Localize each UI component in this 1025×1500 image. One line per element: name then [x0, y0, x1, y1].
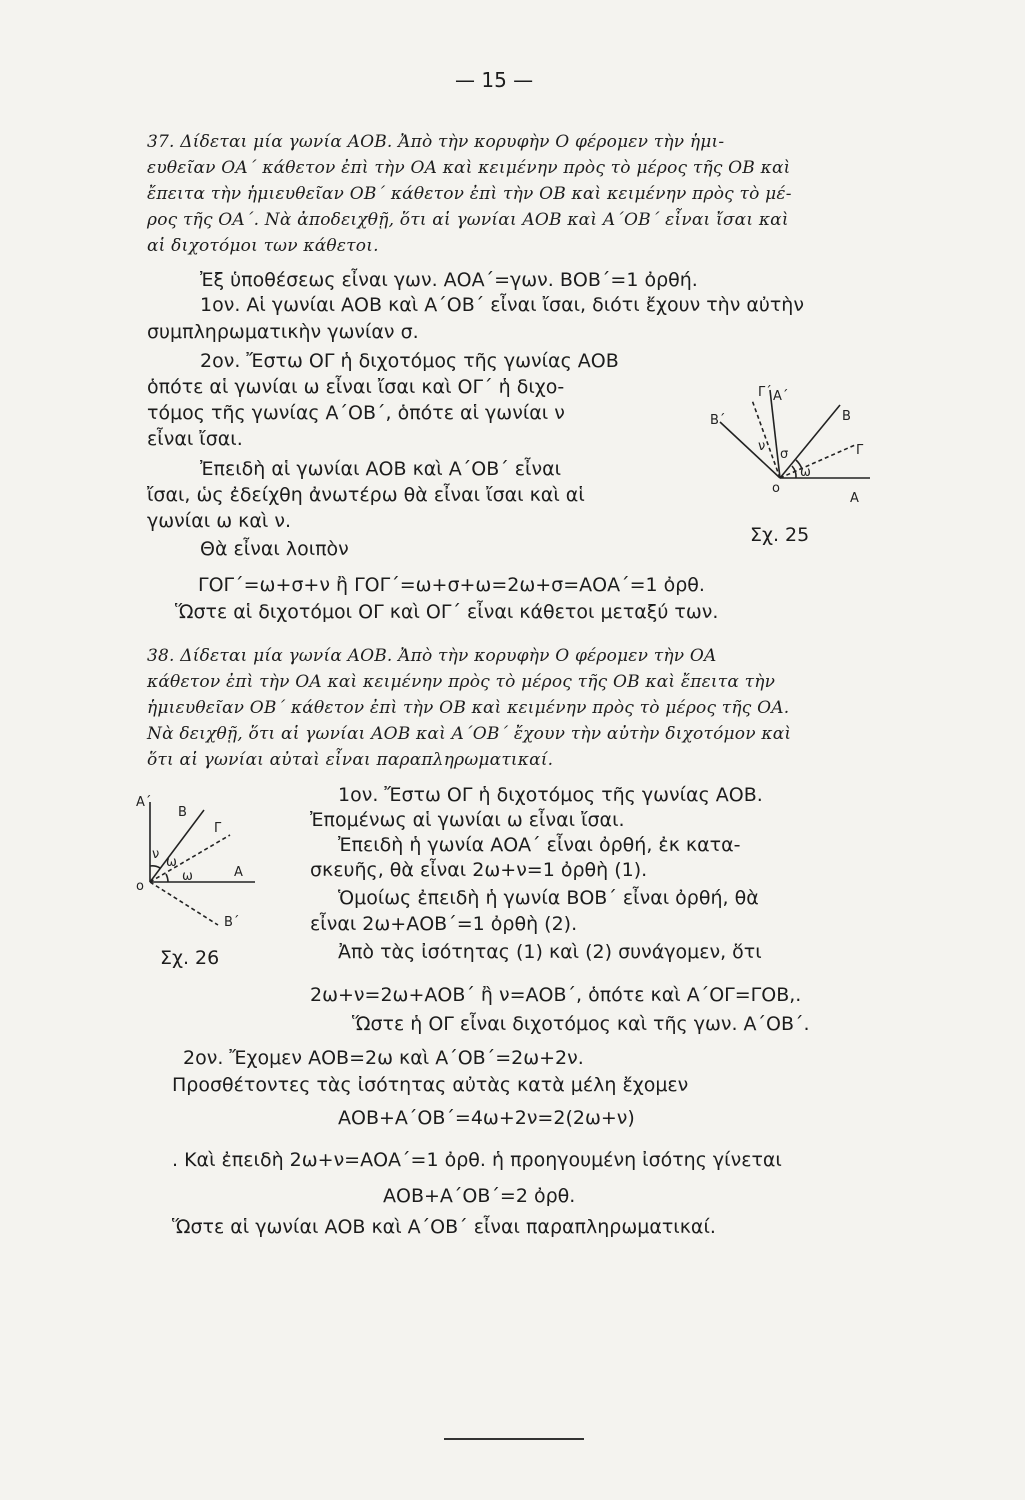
solution-line: 1ον. Αἱ γωνίαι ΑΟΒ καὶ Α΄ΟΒ΄ εἶναι ἴσαι, διότι ἔχουν τὴν αὐτὴν — [200, 294, 804, 316]
fig26-label: ο — [136, 879, 144, 894]
page-number: — 15 — — [455, 68, 534, 92]
solution-line: εἶναι ἴσαι. — [147, 428, 243, 450]
statement-line: 38. Δίδεται μία γωνία ΑΟΒ. Ἀπὸ τὴν κορυφὴν Ο φέρομεν τὴν ΟΑ — [147, 646, 717, 666]
ray-OB-prime — [150, 882, 218, 925]
fig26-label: ν — [152, 847, 160, 862]
solution-line: Προσθέτοντες τὰς ἰσότητας αὐτὰς κατὰ μέλη ἔχομεν — [172, 1074, 689, 1096]
bisector-OG — [780, 445, 855, 478]
solution-line: σκευῆς, θὰ εἶναι 2ω+ν=1 ὀρθὴ (1). — [310, 859, 648, 881]
fig26-label: Β — [178, 805, 187, 820]
solution-line: Ἀπὸ τὰς ἰσότητας (1) καὶ (2) συνάγομεν, ὅτι — [338, 941, 762, 963]
solution-line: Ὁμοίως ἐπειδὴ ἡ γωνία ΒΟΒ΄ εἶναι ὀρθή, θὰ — [338, 887, 759, 909]
statement-line: ἡμιευθεῖαν ΟΒ΄ κάθετον ἐπὶ τὴν ΟΒ καὶ κειμένην πρὸς τὸ μέρος τῆς ΟΑ. — [147, 698, 790, 718]
fig25-label: Γ — [856, 443, 864, 458]
fig25-label: Β — [842, 409, 851, 424]
fig26-label: Γ — [214, 821, 222, 836]
fig26-label: Α — [234, 865, 243, 880]
equation-line: ΑΟΒ+Α΄ΟΒ΄=4ω+2ν=2(2ω+ν) — [338, 1107, 635, 1129]
solution-line: Θὰ εἶναι λοιπὸν — [200, 538, 349, 560]
figure-26-caption: Σχ. 26 — [160, 947, 220, 969]
equation-line: ΑΟΒ+Α΄ΟΒ΄=2 ὀρθ. — [383, 1185, 576, 1207]
solution-line: Ὥστε αἱ γωνίαι ΑΟΒ καὶ Α΄ΟΒ΄ εἶναι παραπληρωματικαί. — [172, 1216, 716, 1238]
angle-arc — [150, 866, 160, 868]
fig25-label: Α — [850, 491, 859, 506]
fig25-label: Γ΄ — [758, 385, 772, 400]
fig25-label: σ — [780, 447, 789, 462]
statement-line: κάθετον ἐπὶ τὴν ΟΑ καὶ κειμένην πρὸς τὸ μέρος τῆς ΟΒ καὶ ἔπειτα τὴν — [147, 672, 776, 692]
solution-line: Ὥστε ἡ ΟΓ εἶναι διχοτόμος καὶ τῆς γων. Α΄ΟΒ΄. — [352, 1013, 810, 1035]
fig25-label: Β΄ — [710, 413, 726, 428]
solution-line: Ἐπειδὴ ἡ γωνία ΑΟΑ΄ εἶναι ὀρθή, ἐκ κατα- — [338, 834, 741, 856]
statement-line: ἔπειτα τὴν ἡμιευθεῖαν ΟΒ΄ κάθετον ἐπὶ τὴν ΟΒ καὶ κειμένην πρὸς τὸ μέ- — [147, 184, 792, 204]
statement-line: αἱ διχοτόμοι των κάθετοι. — [147, 236, 379, 256]
statement-line: Νὰ δειχθῇ, ὅτι αἱ γωνίαι ΑΟΒ καὶ Α΄ΟΒ΄ ἔχουν τὴν αὐτὴν διχοτόμον καὶ — [147, 724, 792, 744]
equation-line: 2ω+ν=2ω+ΑΟΒ΄ ἢ ν=ΑΟΒ΄, ὁπότε καὶ Α΄ΟΓ=ΓΟΒ,. — [310, 984, 802, 1006]
angle-arc — [166, 874, 168, 882]
solution-line: ἴσαι, ὡς ἐδείχθη ἀνωτέρω θὰ εἶναι ἴσαι καὶ αἱ — [147, 484, 585, 506]
ray-OB — [150, 810, 204, 882]
figure-25-caption: Σχ. 25 — [750, 524, 810, 546]
ray-OB-prime — [720, 422, 780, 478]
solution-line: συμπληρωματικὴν γωνίαν σ. — [147, 321, 419, 343]
solution-line: τόμος τῆς γωνίας Α΄ΟΒ΄, ὁπότε αἱ γωνίαι ν — [147, 402, 565, 424]
solution-line: γωνίαι ω καὶ ν. — [147, 510, 291, 532]
figure-26 — [130, 790, 270, 940]
solution-line: 1ον. Ἔστω ΟΓ ἡ διχοτόμος τῆς γωνίας ΑΟΒ. — [338, 784, 763, 806]
statement-line: ρος τῆς ΟΑ΄. Νὰ ἀποδειχθῇ, ὅτι αἱ γωνίαι ΑΟΒ καὶ Α΄ΟΒ΄ εἶναι ἴσαι καὶ — [147, 210, 789, 230]
statement-line: ὅτι αἱ γωνίαι αὐταὶ εἶναι παραπληρωματικαί. — [147, 750, 554, 770]
end-rule — [444, 1438, 584, 1440]
fig26-label: Α΄ — [136, 795, 152, 810]
statement-line: 37. Δίδεται μία γωνία ΑΟΒ. Ἀπὸ τὴν κορυφὴν Ο φέρομεν τὴν ἡμι- — [147, 132, 725, 152]
solution-line: 2ον. Ἔχομεν ΑΟΒ=2ω καὶ Α΄ΟΒ΄=2ω+2ν. — [183, 1047, 584, 1069]
solution-line: εἶναι 2ω+ΑΟΒ΄=1 ὀρθὴ (2). — [310, 913, 578, 935]
solution-line: . Καὶ ἐπειδὴ 2ω+ν=ΑΟΑ΄=1 ὀρθ. ἡ προηγουμένη ἰσότης γίνεται — [172, 1149, 782, 1171]
fig26-label: ω — [166, 855, 177, 870]
fig26-label: ω — [182, 869, 193, 884]
solution-line: Ὥστε αἱ διχοτόμοι ΟΓ καὶ ΟΓ΄ εἶναι κάθετοι μεταξύ των. — [175, 601, 719, 623]
solution-line: 2ον. Ἔστω ΟΓ ἡ διχοτόμος τῆς γωνίας ΑΟΒ — [200, 350, 619, 372]
fig26-label: Β΄ — [224, 915, 240, 930]
equation-line: ΓΟΓ΄=ω+σ+ν ἢ ΓΟΓ΄=ω+σ+ω=2ω+σ=ΑΟΑ΄=1 ὀρθ. — [198, 574, 705, 596]
solution-line: ὁπότε αἱ γωνίαι ω εἶναι ἴσαι καὶ ΟΓ΄ ἡ διχο- — [147, 376, 565, 398]
statement-line: ευθεῖαν ΟΑ΄ κάθετον ἐπὶ τὴν ΟΑ καὶ κειμένην πρὸς τὸ μέρος τῆς ΟΒ καὶ — [147, 158, 791, 178]
fig25-label: ω — [800, 465, 811, 480]
solution-line: Ἐξ ὑποθέσεως εἶναι γων. ΑΟΑ΄=γων. ΒΟΒ΄=1 ὀρθή. — [200, 269, 698, 291]
fig25-label: Α΄ — [773, 389, 789, 404]
solution-line: Ἐπομένως αἱ γωνίαι ω εἶναι ἴσαι. — [310, 809, 625, 831]
figure-25 — [700, 380, 880, 510]
fig25-label: ο — [772, 481, 780, 496]
solution-line: Ἐπειδὴ αἱ γωνίαι ΑΟΒ καὶ Α΄ΟΒ΄ εἶναι — [200, 458, 562, 480]
fig25-label: ν — [758, 439, 766, 454]
